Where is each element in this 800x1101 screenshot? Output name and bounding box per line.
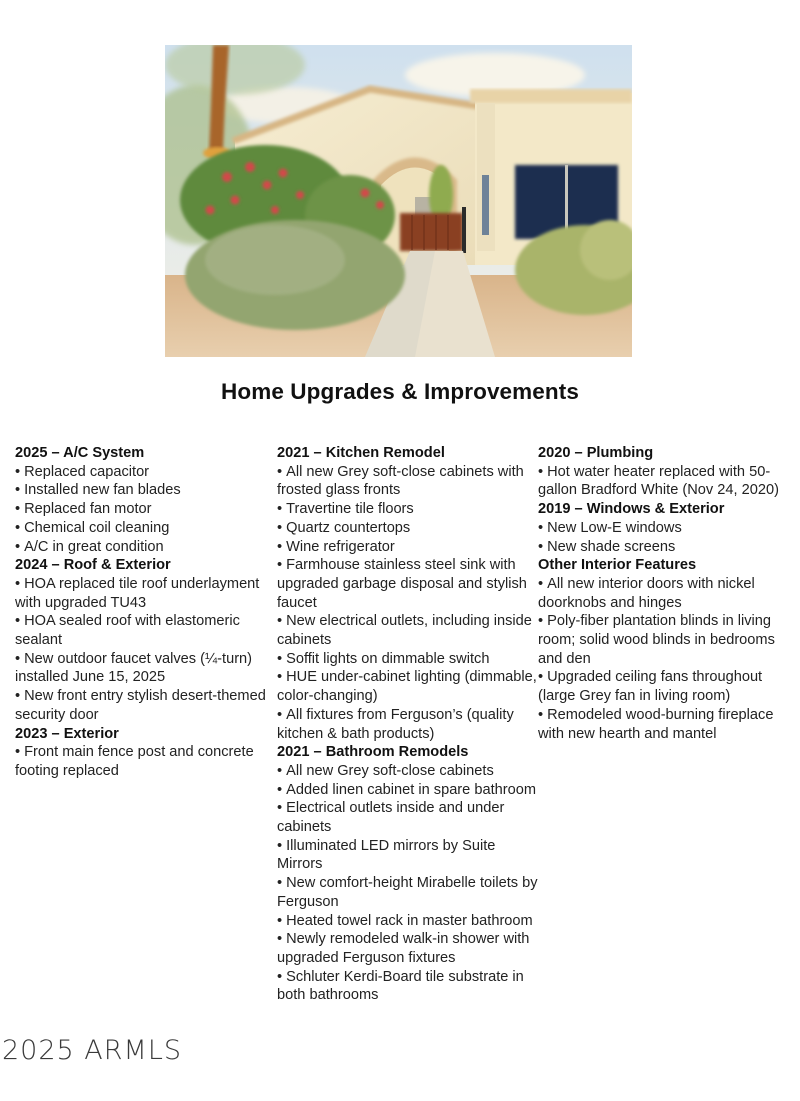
bullet-icon: • bbox=[15, 650, 21, 667]
bullet-icon: • bbox=[538, 575, 544, 592]
bullet-icon: • bbox=[277, 557, 283, 574]
bullet-icon: • bbox=[277, 706, 283, 723]
list-item: • New shade screens bbox=[538, 538, 676, 555]
list-item: • Heated towel rack in master bathroom bbox=[277, 912, 533, 929]
bullet-icon: • bbox=[277, 613, 283, 630]
bullet-icon: • bbox=[538, 706, 544, 723]
bullet-icon: • bbox=[277, 931, 283, 948]
bullet-icon: • bbox=[277, 538, 283, 555]
list-item: • HOA replaced tile roof underlayment with upgraded TU43 bbox=[15, 575, 260, 611]
list-item: • New front entry stylish desert-themed security door bbox=[15, 688, 266, 723]
bullet-icon: • bbox=[277, 519, 283, 536]
section-heading-kitchen-remodel: 2021 – Kitchen Remodel bbox=[277, 445, 445, 461]
list-item: • Wine refrigerator bbox=[277, 538, 395, 555]
list-item: • Farmhouse stainless steel sink with upgraded garbage disposal and stylish faucet bbox=[277, 557, 527, 611]
bullet-icon: • bbox=[538, 538, 544, 555]
list-item: • A/C in great condition bbox=[15, 538, 164, 555]
bullet-icon: • bbox=[15, 482, 21, 499]
bullet-icon: • bbox=[15, 501, 21, 518]
section-heading-other-interior-features: Other Interior Features bbox=[538, 557, 697, 574]
list-item: • Added linen cabinet in spare bathroom bbox=[277, 781, 536, 798]
list-item: • Replaced fan motor bbox=[15, 501, 152, 518]
section-heading-roof-exterior: 2024 – Roof & Exterior bbox=[15, 557, 171, 574]
list-item: • Schluter Kerdi-Board tile substrate in both bathrooms bbox=[277, 968, 524, 1004]
section-heading-ac-system: 2025 – A/C System bbox=[15, 445, 145, 461]
list-item: • New outdoor faucet valves (¼-turn) installed June 15, 2025 bbox=[15, 650, 253, 686]
list-item: • All new Grey soft-close cabinets with frosted glass fronts bbox=[277, 463, 524, 499]
section-heading-plumbing: 2020 – Plumbing bbox=[538, 445, 654, 461]
page-title: Home Upgrades & Improvements bbox=[221, 379, 579, 404]
bullet-icon: • bbox=[538, 613, 544, 630]
bullet-icon: • bbox=[277, 875, 283, 892]
bullet-icon: • bbox=[277, 762, 283, 779]
bullet-icon: • bbox=[538, 669, 544, 686]
armls-watermark: 2025 ARMLS bbox=[2, 1035, 183, 1066]
list-item: • All new Grey soft-close cabinets bbox=[277, 762, 494, 779]
list-item: • Installed new fan blades bbox=[15, 482, 181, 499]
list-item: • Remodeled wood-burning fireplace with new hearth and mantel bbox=[538, 706, 774, 742]
bullet-icon: • bbox=[15, 575, 21, 592]
hero-house-painting bbox=[165, 45, 632, 357]
list-item: • New comfort-height Mirabelle toilets by Ferguson bbox=[277, 875, 538, 910]
list-item: • New electrical outlets, including inside cabinets bbox=[277, 613, 532, 649]
list-item: • HOA sealed roof with elastomeric sealant bbox=[15, 613, 240, 649]
house-illustration bbox=[165, 45, 632, 357]
bullet-icon: • bbox=[277, 781, 283, 798]
bullet-icon: • bbox=[277, 912, 283, 929]
column-2 bbox=[277, 444, 539, 1005]
bullet-icon: • bbox=[277, 463, 283, 480]
list-item: • Soffit lights on dimmable switch bbox=[277, 650, 490, 667]
section-heading-windows-exterior: 2019 – Windows & Exterior bbox=[538, 501, 725, 518]
column-1 bbox=[15, 444, 277, 781]
list-item: • Chemical coil cleaning bbox=[15, 519, 170, 536]
section-heading-exterior-2023: 2023 – Exterior bbox=[15, 725, 119, 742]
list-item: • Newly remodeled walk-in shower with upgraded Ferguson fixtures bbox=[277, 931, 530, 966]
list-item: • New Low-E windows bbox=[538, 519, 682, 536]
bullet-icon: • bbox=[15, 744, 21, 761]
list-item: • Quartz countertops bbox=[277, 519, 411, 536]
list-item: • Upgraded ceiling fans throughout (large Grey fan in living room) bbox=[538, 669, 763, 705]
bullet-icon: • bbox=[15, 519, 21, 536]
bullet-icon: • bbox=[538, 463, 544, 480]
list-item: • Illuminated LED mirrors by Suite Mirrors bbox=[277, 837, 496, 873]
list-item: • Poly-fiber plantation blinds in living room; solid wood blinds in bedrooms and den bbox=[538, 613, 775, 667]
bullet-icon: • bbox=[277, 968, 283, 985]
list-item: • Hot water heater replaced with 50-gallon Bradford White (Nov 24, 2020) bbox=[538, 463, 779, 499]
column-3 bbox=[538, 444, 800, 743]
list-item: • All new interior doors with nickel doorknobs and hinges bbox=[538, 575, 755, 611]
bullet-icon: • bbox=[277, 501, 283, 518]
bullet-icon: • bbox=[277, 650, 283, 667]
bullet-icon: • bbox=[277, 800, 283, 817]
list-item: • Front main fence post and concrete footing replaced bbox=[15, 744, 254, 779]
section-heading-bathroom-remodels: 2021 – Bathroom Remodels bbox=[277, 744, 469, 761]
list-item: • HUE under-cabinet lighting (dimmable, color-changing) bbox=[277, 669, 537, 705]
list-item: • Replaced capacitor bbox=[15, 463, 150, 480]
bullet-icon: • bbox=[15, 613, 21, 630]
list-item: • Electrical outlets inside and under cabinets bbox=[277, 800, 505, 836]
bullet-icon: • bbox=[538, 519, 544, 536]
bullet-icon: • bbox=[277, 669, 283, 686]
bullet-icon: • bbox=[15, 463, 21, 480]
list-item: • All fixtures from Ferguson’s (quality kitchen & bath products) bbox=[277, 706, 514, 742]
bullet-icon: • bbox=[15, 538, 21, 555]
list-item: • Travertine tile floors bbox=[277, 501, 414, 518]
bullet-icon: • bbox=[15, 688, 21, 705]
bullet-icon: • bbox=[277, 837, 283, 854]
